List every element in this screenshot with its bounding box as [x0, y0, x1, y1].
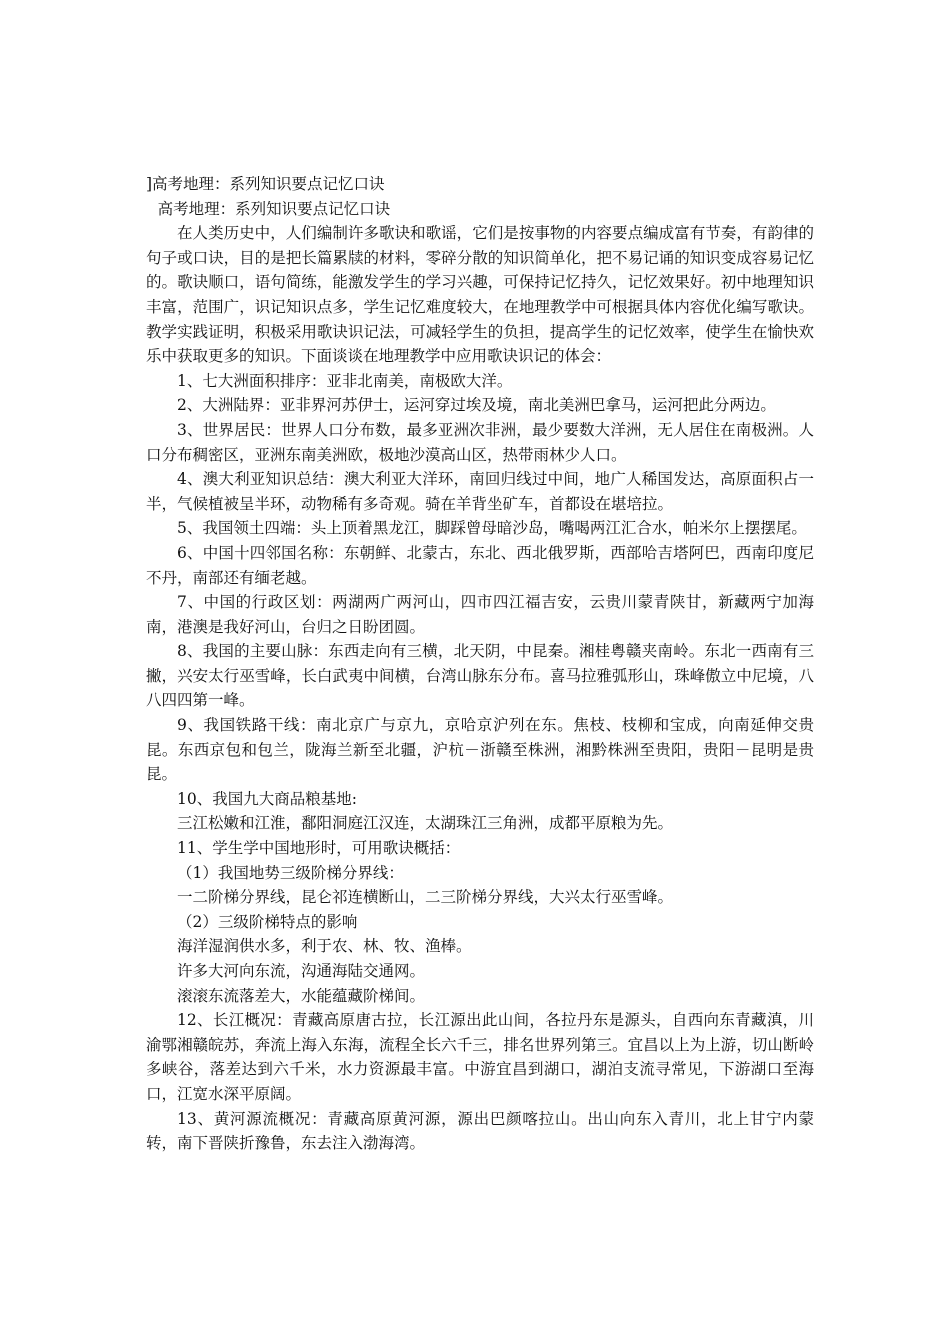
verse-line: 海洋湿润供水多，利于农、林、牧、渔棒。	[177, 937, 472, 956]
title-line: ]高考地理：系列知识要点记忆口诀	[146, 175, 385, 193]
item-paragraph: 7、中国的行政区划：两湖两广两河山，四市四江福吉安，云贵川蒙青陕甘，新藏两宁加海南，港澳是我好河山，台归之日盼团圆。	[146, 593, 814, 636]
subtitle-line: 高考地理：系列知识要点记忆口诀	[157, 199, 391, 218]
item-paragraph: 5、我国领土四端：头上顶着黑龙江，脚踩曾母暗沙岛，嘴喝两江汇合水，帕米尔上摆摆尾。	[177, 519, 807, 538]
item-paragraph: 8、我国的主要山脉：东西走向有三横，北天阴，中昆秦。湘桂粤赣夹南岭。东北一西南有三撇，兴安太行巫雪峰，长白武夷中间横，台湾山脉东分布。喜马拉雅弧形山，珠峰傲立中尼境，八八四四第一峰。	[146, 642, 814, 710]
verse-line: 滚滚东流落差大，水能蕴藏阶梯间。	[177, 986, 426, 1005]
item-paragraph: 4、澳大利亚知识总结：澳大利亚大洋环，南回归线过中间，地广人稀国发达，高原面积占一半，气候植被呈半环，动物稀有多奇观。骑在羊背坐矿车，首都设在堪培拉。	[146, 470, 814, 513]
item-paragraph: 1、七大洲面积排序：亚非北南美，南极欧大洋。	[177, 371, 513, 390]
document-body	[146, 172, 814, 1156]
item-paragraph: 13、黄河源流概况：青藏高原黄河源，源出巴颜喀拉山。出山向东入青川，北上甘宁内蒙转，南下晋陕折豫鲁，东去注入渤海湾。	[146, 1109, 814, 1153]
grain-base-line: 三江松嫩和江淮，鄱阳洞庭江汉连，太湖珠江三角洲，成都平原粮为先。	[177, 814, 674, 833]
item-paragraph: 9、我国铁路干线：南北京广与京九，京哈京沪列在东。焦枝、枝柳和宝成，向南延伸交贵昆。东西京包和包兰，陇海兰新至北疆，沪杭－浙赣至株洲，湘黔株洲至贵阳，贵阳－昆明是贵昆。	[146, 716, 814, 784]
item-paragraph: 12、长江概况：青藏高原唐古拉，长江源出此山间，各拉丹东是源头，自西向东青藏滇，川渝鄂湘赣皖苏，奔流上海入东海，流程全长六千三，排名世界列第三。宜昌以上为上游，切山断岭多峡谷，落差达到六千米，水力资源最丰富。中游宜昌到湖口，湖泊支流寻常见，下游湖口至海口，江宽水深平原阔。	[146, 1011, 814, 1103]
sub-heading: （2）三级阶梯特点的影响	[177, 912, 358, 931]
sub-heading: （1）我国地势三级阶梯分界线：	[177, 863, 404, 882]
item-paragraph: 10、我国九大商品粮基地:	[177, 789, 357, 808]
verse-line: 许多大河向东流，沟通海陆交通网。	[177, 962, 426, 980]
intro-paragraph: 在人类历史中，人们编制许多歌诀和歌谣，它们是按事物的内容要点编成富有节奏，有韵律的句子或口诀，目的是把长篇累牍的材料，零碎分散的知识简单化，把不易记诵的知识变成容易记忆的。歌诀顺口，语句简练，能激发学生的学习兴趣，可保持记忆持久，记忆效果好。初中地理知识丰富，范围广，识记知识点多，学生记忆难度较大，在地理教学中可根据具体内容优化编写歌诀。教学实践证明，积极采用歌诀识记法，可减轻学生的负担，提高学生的记忆效率，使学生在愉快欢乐中获取更多的知识。下面谈谈在地理教学中应用歌诀识记的体会：	[146, 224, 814, 366]
item-paragraph: 11、学生学中国地形时，可用歌诀概括：	[177, 839, 461, 858]
item-paragraph: 2、大洲陆界：亚非界河苏伊士，运河穿过埃及境，南北美洲巴拿马，运河把此分两边。	[177, 396, 776, 415]
sub-text: 一二阶梯分界线，昆仑祁连横断山，二三阶梯分界线，大兴太行巫雪峰。	[177, 888, 674, 907]
item-paragraph: 3、世界居民：世界人口分布数，最多亚洲次非洲，最少要数大洋洲，无人居住在南极洲。人口分布稠密区，亚洲东南美洲欧，极地沙漠高山区，热带雨林少人口。	[146, 420, 814, 464]
item-paragraph: 6、中国十四邻国名称：东朝鲜、北蒙古，东北、西北俄罗斯，西部哈吉塔阿巴，西南印度尼不丹，南部还有缅老越。	[146, 543, 814, 587]
